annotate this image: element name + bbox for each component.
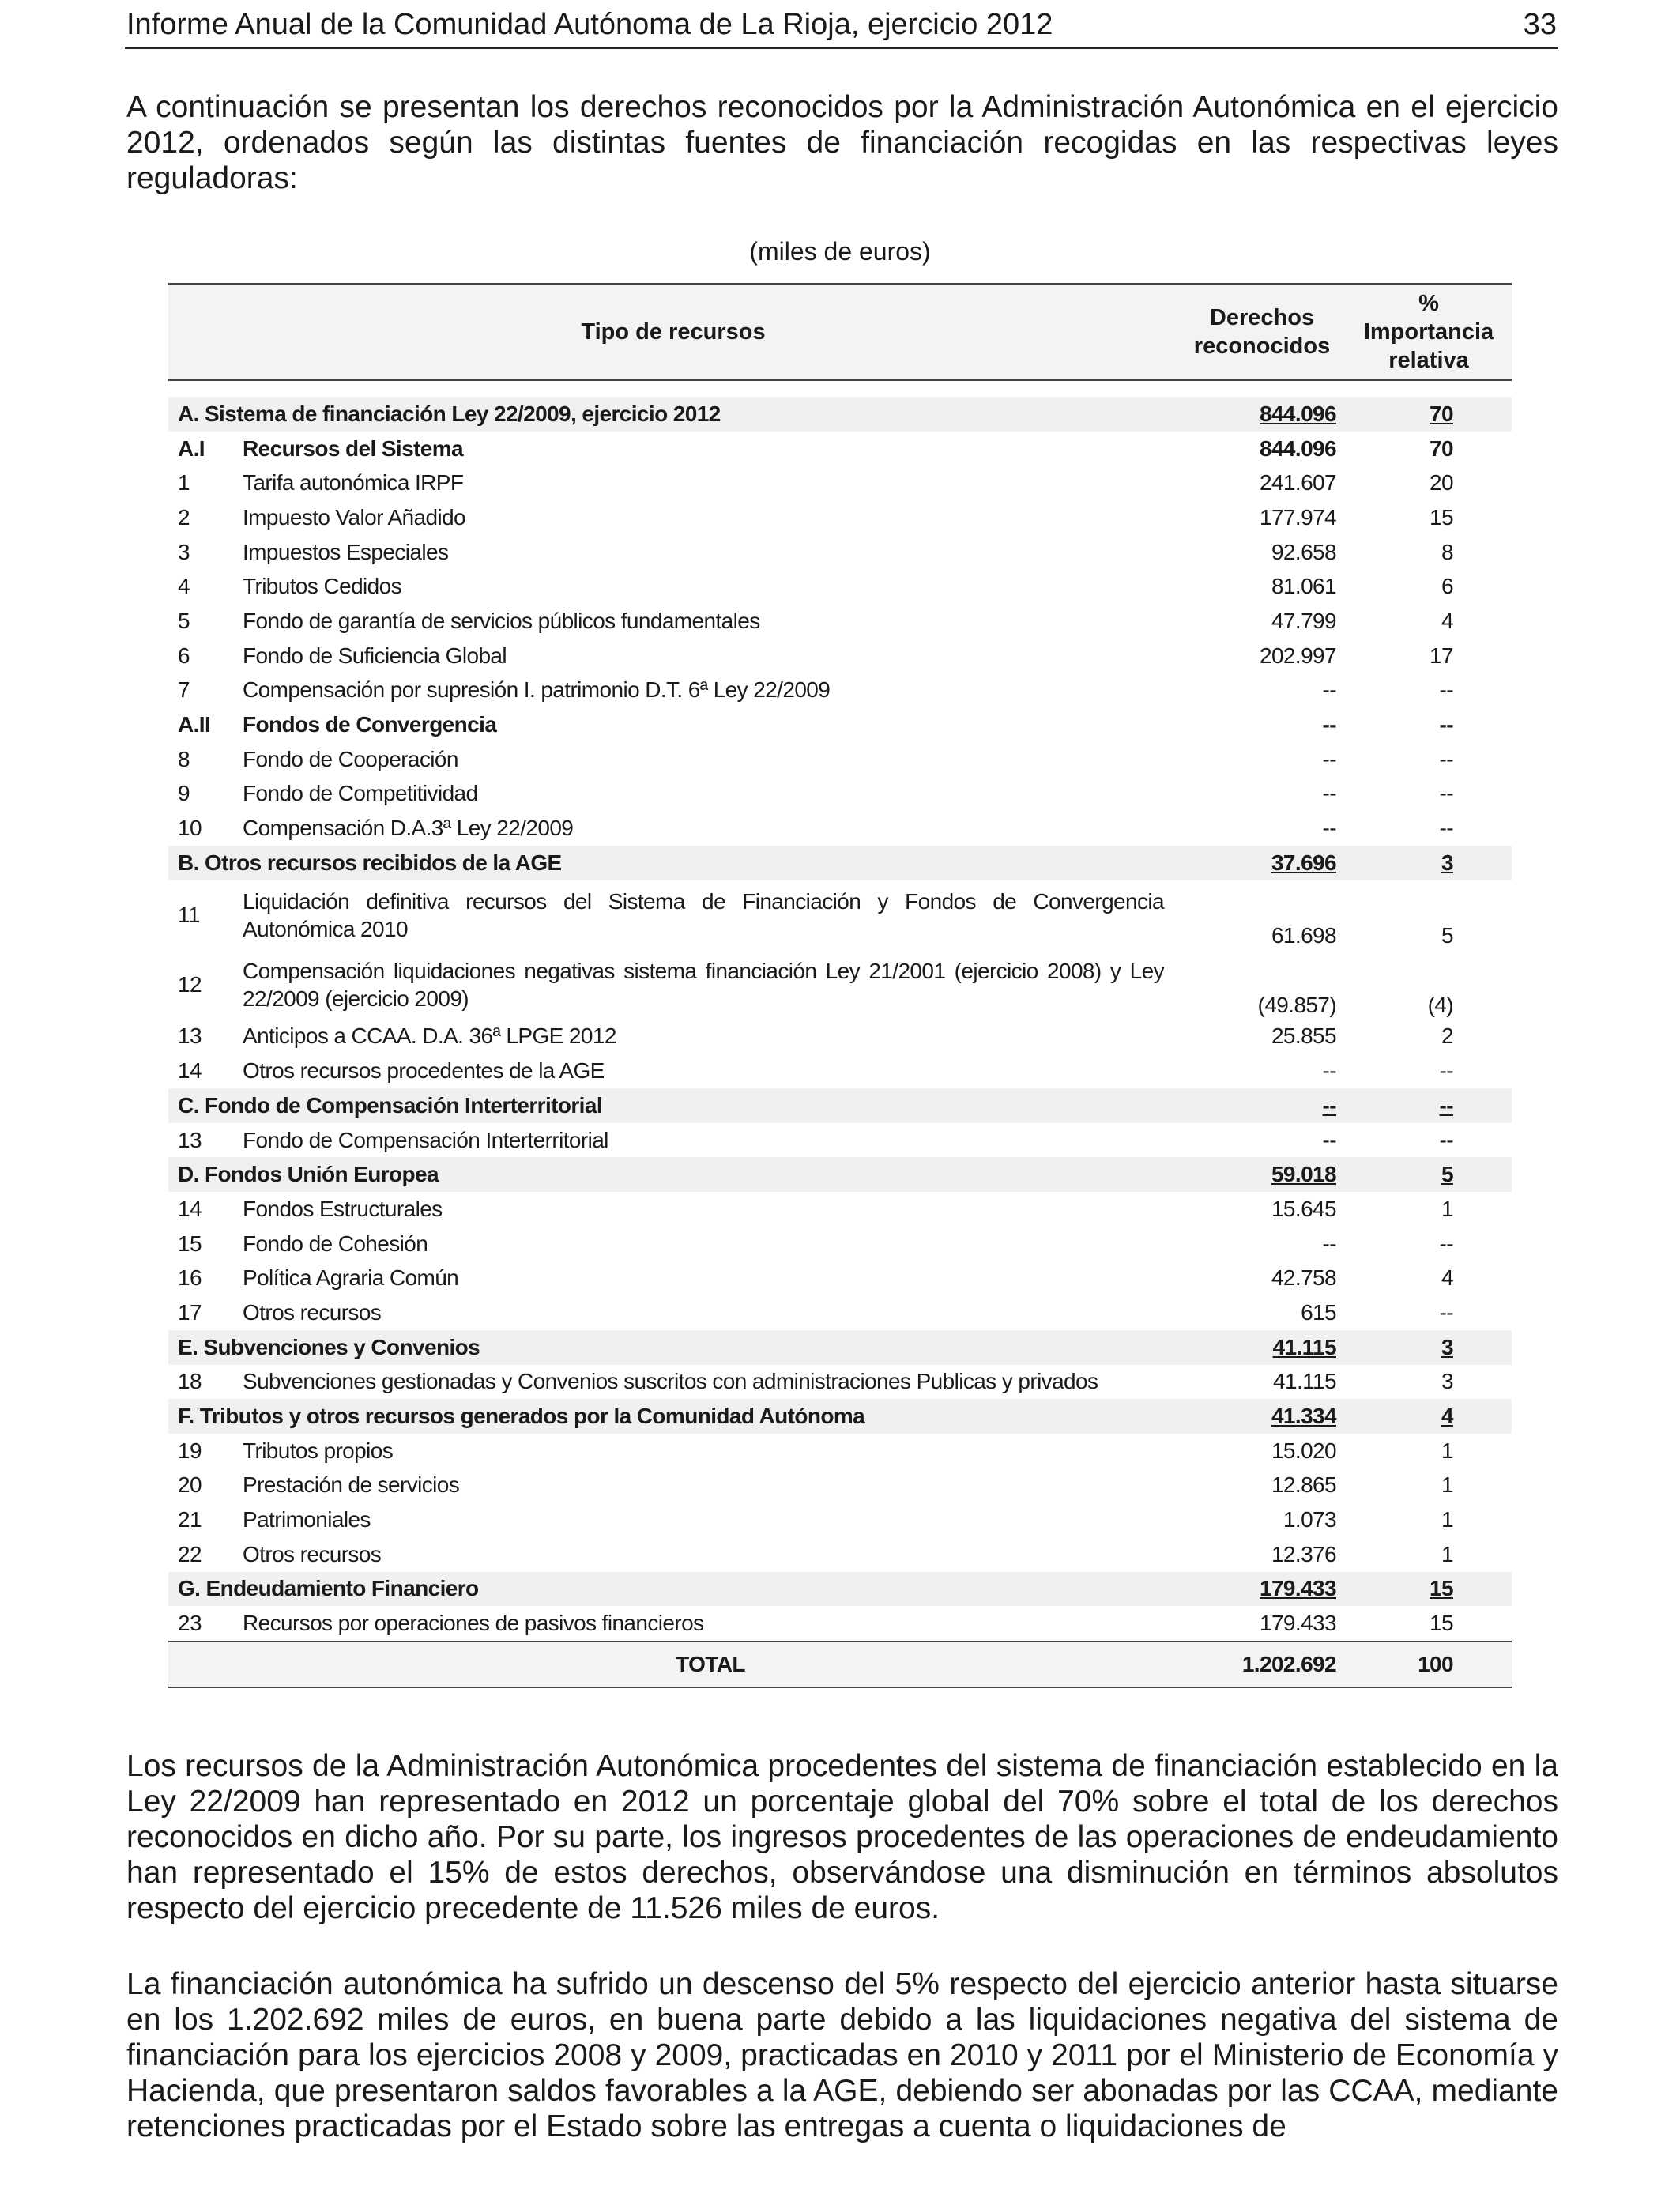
section-row <box>168 1572 1512 1607</box>
amount-value: 12.376 <box>1271 1541 1336 1566</box>
amount-value: -- <box>1322 1127 1336 1152</box>
row-percent <box>1346 846 1512 880</box>
percent-value: 5 <box>1441 1162 1453 1187</box>
row-amount <box>1178 1123 1346 1158</box>
row-percent <box>1346 1261 1512 1295</box>
amount-value: 42.758 <box>1271 1265 1336 1291</box>
table-row <box>168 639 1512 673</box>
row-percent <box>1346 811 1512 846</box>
paragraph-2: Los recursos de la Administración Autonómica procedentes del sistema de financiación establecido en la Ley 22/2009 han representado en 2012 un porcentaje global del 70% sobre el total de los derechos reconocidos en dicho año. Por su parte, los ingresos procedentes de las operaciones de endeudamiento han representado el 15% de estos derechos, observándose una disminución en términos absolutos respecto del ejercicio precedente de 11.526 miles de euros. <box>126 1749 1558 1925</box>
amount-value: 41.115 <box>1273 1369 1336 1394</box>
amount-value: 81.061 <box>1271 574 1336 599</box>
percent-value: -- <box>1439 712 1453 737</box>
row-code: 7 <box>178 677 190 703</box>
row-amount <box>1178 1295 1346 1330</box>
row-description: F. Tributos y otros recursos generados por la Comunidad Autónoma <box>168 1399 1178 1434</box>
percent-value: 3 <box>1441 1334 1453 1359</box>
section-row <box>168 1088 1512 1123</box>
amount-value: 47.799 <box>1271 608 1336 633</box>
row-amount <box>1178 1434 1346 1468</box>
row-code: 14 <box>178 1196 202 1221</box>
row-percent <box>1346 1192 1512 1227</box>
row-percent <box>1346 880 1512 950</box>
row-code: 22 <box>178 1541 202 1566</box>
amount-value: 61.698 <box>1271 922 1336 948</box>
row-amount <box>1178 1157 1346 1192</box>
row-percent <box>1346 1399 1512 1434</box>
table-row <box>168 1295 1512 1330</box>
percent-value: -- <box>1439 1058 1453 1084</box>
amount-value: -- <box>1322 1058 1336 1084</box>
row-percent <box>1346 1572 1512 1607</box>
amount-value: 1.073 <box>1283 1507 1336 1532</box>
total-row <box>168 1642 1512 1687</box>
percent-value: 15 <box>1430 1611 1453 1636</box>
row-amount <box>1178 432 1346 466</box>
percent-value: -- <box>1439 1231 1453 1256</box>
report-title: Informe Anual de la Comunidad Autónoma de La Rioja, ejercicio 2012 <box>126 8 1053 41</box>
row-description: Patrimoniales <box>243 1507 371 1532</box>
row-code: 16 <box>178 1265 202 1291</box>
spacer-row <box>168 380 1512 397</box>
paragraph-3: La financiación autonómica ha sufrido un descenso del 5% respecto del ejercicio anterior hasta situarse en los 1.202.692 miles de euros, en buena parte debido a las liquidaciones negativa del sistema de financiación para los ejercicios 2008 y 2009, practicadas en 2010 y 2011 por el Ministerio de Economía y Hacienda, que presentaron saldos favorables a la AGE, debiendo ser abonadas por las CCAA, mediante retenciones practicadas por el Estado sobre las entregas a cuenta o liquidaciones de <box>126 1967 1558 2143</box>
amount-value: 177.974 <box>1259 504 1336 530</box>
row-description: C. Fondo de Compensación Interterritorial <box>168 1088 1178 1123</box>
row-percent <box>1346 604 1512 639</box>
row-percent <box>1346 1227 1512 1261</box>
row-code: 18 <box>178 1369 202 1394</box>
row-percent <box>1346 535 1512 570</box>
amount-value: 179.433 <box>1259 1576 1336 1601</box>
row-percent <box>1346 1123 1512 1158</box>
row-description: Liquidación definitiva recursos del Sistema de Financiación y Fondos de Convergencia Autonómica 2010 <box>243 888 1164 941</box>
percent-value: 2 <box>1441 1023 1453 1049</box>
row-amount <box>1178 880 1346 950</box>
table-row <box>168 1192 1512 1227</box>
percent-value: 17 <box>1430 643 1453 668</box>
table-body <box>168 380 1512 1687</box>
row-code: 17 <box>178 1299 202 1325</box>
row-code: A.II <box>178 712 211 737</box>
row-amount <box>1178 1054 1346 1088</box>
row-amount <box>1178 1502 1346 1537</box>
row-code: 10 <box>178 816 202 841</box>
table-row <box>168 535 1512 570</box>
amount-value: 241.607 <box>1259 470 1336 496</box>
total-amount: 1.202.692 <box>1178 1642 1346 1687</box>
amount-value: -- <box>1322 677 1336 703</box>
row-description: Recursos del Sistema <box>243 435 464 461</box>
row-percent <box>1346 1365 1512 1400</box>
row-amount <box>1178 1537 1346 1572</box>
percent-value: -- <box>1439 1127 1453 1152</box>
row-amount <box>1178 397 1346 432</box>
table-row <box>168 1606 1512 1642</box>
row-percent <box>1346 707 1512 742</box>
row-description: Fondo de Suficiencia Global <box>243 643 507 668</box>
row-amount <box>1178 535 1346 570</box>
row-code: 6 <box>178 643 190 668</box>
row-percent <box>1346 1606 1512 1642</box>
table-row <box>168 604 1512 639</box>
percent-value: 15 <box>1430 1576 1453 1601</box>
section-row <box>168 1330 1512 1365</box>
row-description: Política Agraria Común <box>243 1265 459 1291</box>
row-percent <box>1346 673 1512 708</box>
percent-value: 1 <box>1441 1438 1453 1463</box>
table-row <box>168 1020 1512 1054</box>
percent-value: -- <box>1439 781 1453 806</box>
row-code: 5 <box>178 608 190 633</box>
amount-value: 92.658 <box>1271 539 1336 564</box>
row-percent <box>1346 1020 1512 1054</box>
row-amount <box>1178 466 1346 500</box>
amount-value: (49.857) <box>1257 992 1336 1017</box>
table-row <box>168 811 1512 846</box>
row-percent <box>1346 1295 1512 1330</box>
row-code: 15 <box>178 1231 202 1256</box>
row-amount <box>1178 1330 1346 1365</box>
row-percent <box>1346 777 1512 812</box>
row-percent <box>1346 1502 1512 1537</box>
row-amount <box>1178 1088 1346 1123</box>
row-description: Otros recursos <box>243 1541 382 1566</box>
table-header-row <box>168 284 1512 380</box>
table-row <box>168 1468 1512 1503</box>
row-code: 3 <box>178 539 190 564</box>
percent-value: 3 <box>1441 1369 1453 1394</box>
row-percent <box>1346 950 1512 1020</box>
row-code: 13 <box>178 1023 202 1049</box>
row-percent <box>1346 1434 1512 1468</box>
row-description: Fondo de garantía de servicios públicos fundamentales <box>243 608 760 633</box>
amount-value: 37.696 <box>1271 850 1336 875</box>
row-description: Otros recursos procedentes de la AGE <box>243 1058 605 1084</box>
row-description: Otros recursos <box>243 1299 382 1325</box>
row-amount <box>1178 569 1346 604</box>
amount-value: 41.115 <box>1272 1334 1336 1359</box>
amount-value: -- <box>1322 1092 1336 1118</box>
row-description: Fondo de Compensación Interterritorial <box>243 1127 608 1152</box>
page-number: 33 <box>1523 8 1557 41</box>
recursos-table <box>168 283 1512 1688</box>
row-description: Fondo de Cooperación <box>243 746 458 771</box>
percent-value: -- <box>1439 1299 1453 1325</box>
amount-value: -- <box>1322 1231 1336 1256</box>
amount-value: 615 <box>1301 1299 1336 1325</box>
row-code: 4 <box>178 574 190 599</box>
section-row <box>168 1399 1512 1434</box>
row-description: B. Otros recursos recibidos de la AGE <box>168 846 1178 880</box>
percent-value: 70 <box>1430 435 1453 461</box>
row-description: Recursos por operaciones de pasivos financieros <box>243 1611 704 1636</box>
section-row <box>168 1157 1512 1192</box>
row-code: 19 <box>178 1438 202 1463</box>
table-row <box>168 1054 1512 1088</box>
amount-value: -- <box>1322 746 1336 771</box>
percent-value: 5 <box>1441 922 1453 948</box>
row-percent <box>1346 742 1512 777</box>
percent-value: -- <box>1439 1092 1453 1118</box>
amount-value: 202.997 <box>1259 643 1336 668</box>
total-label: TOTAL <box>168 1642 1178 1687</box>
row-code: 11 <box>178 902 200 927</box>
amount-value: 59.018 <box>1271 1162 1336 1187</box>
row-description: Compensación por supresión I. patrimonio D.T. 6ª Ley 22/2009 <box>243 677 831 703</box>
row-code: 13 <box>178 1127 202 1152</box>
row-amount <box>1178 1261 1346 1295</box>
row-amount <box>1178 1468 1346 1503</box>
table-row <box>168 1227 1512 1261</box>
percent-value: 6 <box>1441 574 1453 599</box>
total-percent: 100 <box>1346 1642 1512 1687</box>
row-percent <box>1346 500 1512 535</box>
row-description: Tributos propios <box>243 1438 394 1463</box>
subsection-row <box>168 707 1512 742</box>
intro-paragraph: A continuación se presentan los derechos reconocidos por la Administración Autonómica en el ejercicio 2012, ordenados según las distintas fuentes de financiación recogidas en las respectivas leyes reguladoras: <box>126 90 1558 195</box>
amount-value: -- <box>1322 816 1336 841</box>
table-row <box>168 1261 1512 1295</box>
table-row <box>168 466 1512 500</box>
row-percent <box>1346 1088 1512 1123</box>
row-amount <box>1178 639 1346 673</box>
percent-value: 1 <box>1441 1541 1453 1566</box>
percent-value: 4 <box>1441 608 1453 633</box>
percent-value: 4 <box>1441 1404 1453 1429</box>
amount-value: 25.855 <box>1271 1023 1336 1049</box>
percent-value: -- <box>1439 816 1453 841</box>
row-code: 12 <box>178 971 202 997</box>
row-description: Fondo de Cohesión <box>243 1231 428 1256</box>
row-amount <box>1178 1227 1346 1261</box>
row-percent <box>1346 432 1512 466</box>
percent-value: -- <box>1439 746 1453 771</box>
section-row <box>168 397 1512 432</box>
amount-value: 15.020 <box>1271 1438 1336 1463</box>
table-row <box>168 1502 1512 1537</box>
row-description: A. Sistema de financiación Ley 22/2009, ejercicio 2012 <box>168 397 1178 432</box>
row-amount <box>1178 604 1346 639</box>
row-description: Tarifa autonómica IRPF <box>243 470 464 496</box>
row-amount <box>1178 777 1346 812</box>
amount-value: 15.645 <box>1271 1196 1336 1221</box>
row-description: Impuestos Especiales <box>243 539 449 564</box>
row-amount <box>1178 500 1346 535</box>
row-code: 20 <box>178 1472 202 1498</box>
row-percent <box>1346 1330 1512 1365</box>
page-header <box>125 8 1558 49</box>
amount-value: 179.433 <box>1259 1611 1336 1636</box>
percent-value: 20 <box>1430 470 1453 496</box>
table-row <box>168 880 1512 950</box>
row-percent <box>1346 639 1512 673</box>
row-percent <box>1346 397 1512 432</box>
row-description: Fondos de Convergencia <box>243 712 497 737</box>
percent-value: (4) <box>1427 992 1453 1017</box>
row-amount <box>1178 1020 1346 1054</box>
percent-value: -- <box>1439 677 1453 703</box>
row-code: 21 <box>178 1507 202 1532</box>
subsection-row <box>168 432 1512 466</box>
table-row <box>168 1434 1512 1468</box>
row-description: Compensación D.A.3ª Ley 22/2009 <box>243 816 574 841</box>
row-percent <box>1346 1054 1512 1088</box>
row-amount <box>1178 811 1346 846</box>
row-code: 14 <box>178 1058 202 1084</box>
row-amount <box>1178 1399 1346 1434</box>
row-description: Impuesto Valor Añadido <box>243 504 466 530</box>
percent-value: 8 <box>1441 539 1453 564</box>
percent-value: 4 <box>1441 1265 1453 1291</box>
row-description: D. Fondos Unión Europea <box>168 1157 1178 1192</box>
row-description: Compensación liquidaciones negativas sistema financiación Ley 21/2001 (ejercicio 2008) y Ley 22/2009 (ejercicio 2009) <box>243 958 1164 1011</box>
amount-value: -- <box>1322 781 1336 806</box>
percent-value: 3 <box>1441 850 1453 875</box>
amount-value: 12.865 <box>1271 1472 1336 1498</box>
row-code: 1 <box>178 470 190 496</box>
table-row <box>168 673 1512 708</box>
row-amount <box>1178 673 1346 708</box>
row-percent <box>1346 1537 1512 1572</box>
table-row <box>168 500 1512 535</box>
row-code: 9 <box>178 781 190 806</box>
percent-value: 15 <box>1430 504 1453 530</box>
row-amount <box>1178 846 1346 880</box>
row-code: 2 <box>178 504 190 530</box>
table-row <box>168 569 1512 604</box>
row-amount <box>1178 1572 1346 1607</box>
amount-value: 41.334 <box>1271 1404 1336 1429</box>
amount-value: -- <box>1322 712 1336 737</box>
row-percent <box>1346 569 1512 604</box>
percent-value: 1 <box>1441 1472 1453 1498</box>
row-amount <box>1178 950 1346 1020</box>
header-tipo: Tipo de recursos <box>168 284 1178 380</box>
header-importancia: % Importancia relativa <box>1346 284 1512 380</box>
amount-value: 844.096 <box>1259 435 1336 461</box>
units-caption: (miles de euros) <box>749 237 931 266</box>
table-row <box>168 1365 1512 1400</box>
row-description: Prestación de servicios <box>243 1472 460 1498</box>
row-description: Anticipos a CCAA. D.A. 36ª LPGE 2012 <box>243 1023 616 1049</box>
row-amount <box>1178 707 1346 742</box>
row-percent <box>1346 466 1512 500</box>
row-code: A.I <box>178 435 205 461</box>
row-amount <box>1178 1606 1346 1642</box>
row-description: Tributos Cedidos <box>243 574 402 599</box>
row-code: 8 <box>178 746 190 771</box>
row-amount <box>1178 742 1346 777</box>
row-amount <box>1178 1192 1346 1227</box>
percent-value: 1 <box>1441 1196 1453 1221</box>
row-description: E. Subvenciones y Convenios <box>168 1330 1178 1365</box>
row-description: Subvenciones gestionadas y Convenios suscritos con administraciones Publicas y privados <box>243 1369 1098 1394</box>
section-row <box>168 846 1512 880</box>
percent-value: 70 <box>1430 401 1453 426</box>
row-percent <box>1346 1157 1512 1192</box>
table-row <box>168 742 1512 777</box>
row-description: Fondo de Competitividad <box>243 781 478 806</box>
table-row <box>168 1537 1512 1572</box>
row-percent <box>1346 1468 1512 1503</box>
amount-value: 844.096 <box>1259 401 1336 426</box>
percent-value: 1 <box>1441 1507 1453 1532</box>
table-row <box>168 777 1512 812</box>
row-description: Fondos Estructurales <box>243 1196 443 1221</box>
row-description: G. Endeudamiento Financiero <box>168 1572 1178 1607</box>
header-derechos: Derechos reconocidos <box>1178 284 1346 380</box>
table-row <box>168 950 1512 1020</box>
table-row <box>168 1123 1512 1158</box>
row-amount <box>1178 1365 1346 1400</box>
row-code: 23 <box>178 1611 202 1636</box>
